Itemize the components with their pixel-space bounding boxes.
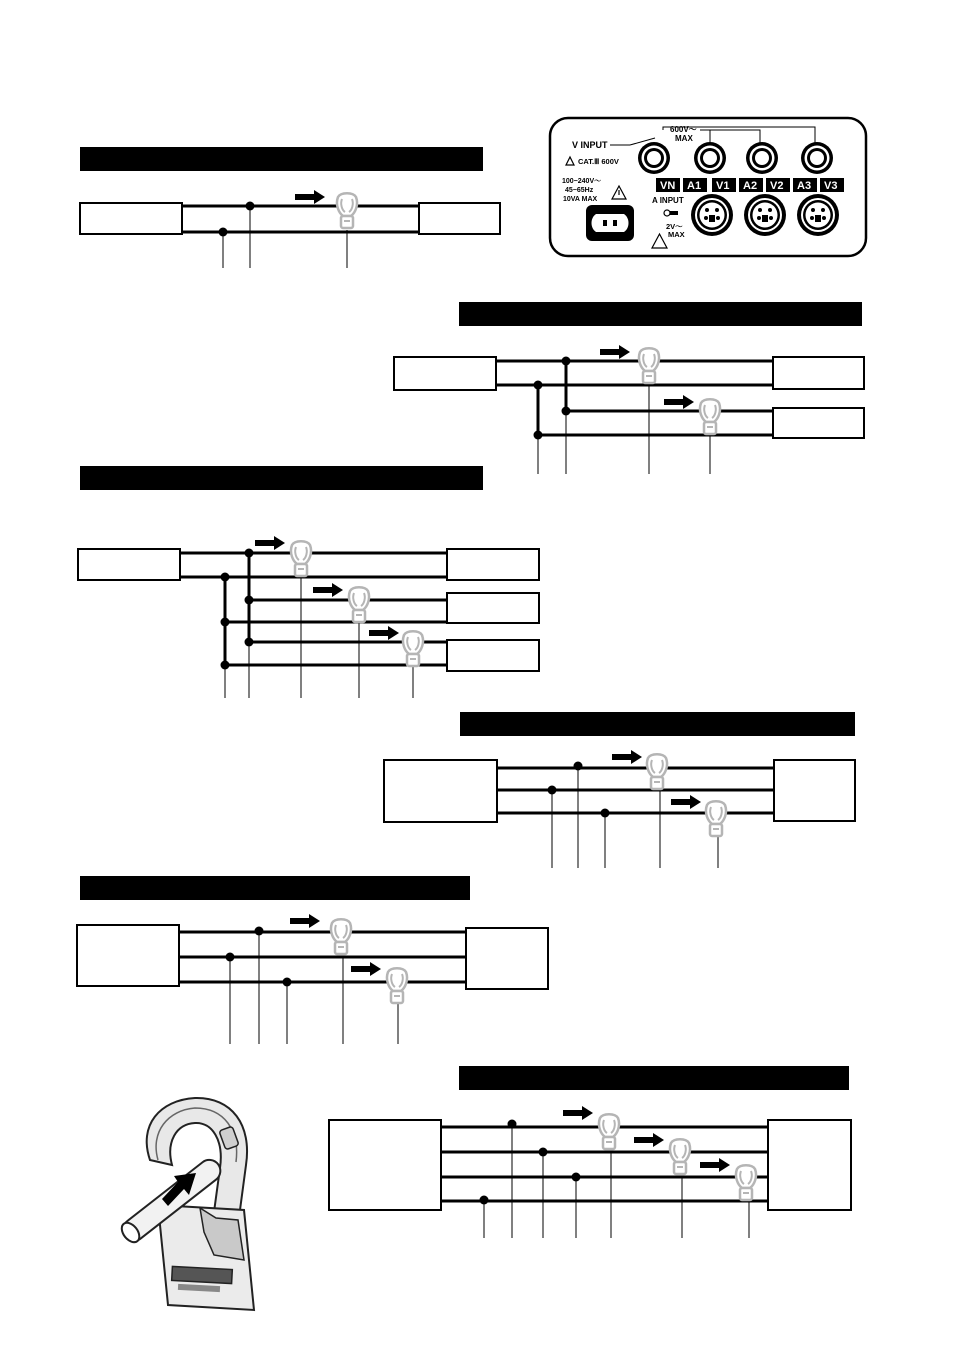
direction-arrow-icon bbox=[295, 190, 325, 204]
jack-label-vn: VN bbox=[660, 180, 676, 192]
wiring-diagram-4 bbox=[384, 712, 855, 868]
source-box bbox=[80, 203, 182, 234]
source-box bbox=[329, 1120, 441, 1210]
direction-arrow-icon bbox=[351, 962, 381, 976]
source-box bbox=[384, 760, 497, 822]
jack-label-v2: V2 bbox=[770, 180, 784, 192]
direction-arrow-icon bbox=[369, 626, 399, 640]
load-box bbox=[466, 928, 548, 989]
load-box bbox=[773, 408, 864, 438]
current-max-line1: 2V～ bbox=[666, 222, 683, 231]
clamp-sensor-icon bbox=[700, 399, 720, 434]
clamp-sensor-icon bbox=[599, 1114, 619, 1149]
direction-arrow-icon bbox=[700, 1158, 730, 1172]
clamp-sensor-icon bbox=[403, 631, 423, 666]
power-line3: 10VA MAX bbox=[563, 196, 598, 203]
clamp-sensor-illustration bbox=[118, 1098, 254, 1310]
load-box bbox=[447, 640, 539, 671]
jack-label-a3: A3 bbox=[797, 180, 812, 192]
jack-v2[interactable] bbox=[746, 142, 778, 174]
clamp-sensor-icon bbox=[706, 801, 726, 836]
direction-arrow-icon bbox=[664, 395, 694, 409]
load-box bbox=[447, 549, 539, 580]
clamp-sensor-icon bbox=[670, 1139, 690, 1174]
clamp-sensor-icon bbox=[331, 919, 351, 954]
power-line2: 45−65Hz bbox=[565, 187, 594, 194]
source-box bbox=[77, 925, 179, 986]
direction-arrow-icon bbox=[600, 345, 630, 359]
source-box bbox=[394, 357, 496, 390]
jack-vn[interactable] bbox=[638, 142, 670, 174]
section-header-bar bbox=[460, 712, 855, 736]
voltage-max-line2: MAX bbox=[675, 134, 693, 143]
source-box bbox=[78, 549, 180, 580]
wiring-diagram-6 bbox=[329, 1066, 851, 1238]
jack-label-a1: A1 bbox=[687, 180, 702, 192]
wiring-diagram-2 bbox=[394, 302, 864, 474]
current-input-a1[interactable] bbox=[691, 194, 733, 236]
jack-v3[interactable] bbox=[801, 142, 833, 174]
current-max-line2: MAX bbox=[668, 230, 685, 239]
wiring-diagram-3 bbox=[78, 466, 539, 698]
clamp-sensor-icon bbox=[387, 968, 407, 1003]
direction-arrow-icon bbox=[290, 914, 320, 928]
clamp-sensor-icon bbox=[291, 541, 311, 576]
v-input-label: V INPUT bbox=[572, 140, 608, 150]
power-inlet-icon bbox=[586, 205, 634, 241]
current-input-a2[interactable] bbox=[744, 194, 786, 236]
direction-arrow-icon bbox=[634, 1133, 664, 1147]
instrument-input-panel bbox=[550, 118, 866, 256]
jack-label-v3: V3 bbox=[824, 180, 838, 192]
jack-v1[interactable] bbox=[694, 142, 726, 174]
jack-label-v1: V1 bbox=[716, 180, 730, 192]
wiring-diagram-5 bbox=[77, 876, 548, 1044]
power-line1: 100−240V～ bbox=[562, 178, 602, 185]
direction-arrow-icon bbox=[671, 795, 701, 809]
category-label: CAT.Ⅲ 600V bbox=[578, 157, 619, 166]
section-header-bar bbox=[80, 147, 483, 171]
voltage-max-line1: 600V～ bbox=[670, 125, 697, 134]
section-header-bar bbox=[459, 1066, 849, 1090]
jack-label-a2: A2 bbox=[743, 180, 758, 192]
clamp-sensor-icon bbox=[736, 1165, 756, 1200]
current-input-a3[interactable] bbox=[797, 194, 839, 236]
direction-arrow-icon bbox=[612, 750, 642, 764]
direction-arrow-icon bbox=[563, 1106, 593, 1120]
load-box bbox=[774, 760, 855, 821]
section-header-bar bbox=[80, 466, 483, 490]
load-box bbox=[419, 203, 500, 234]
direction-arrow-icon bbox=[313, 583, 343, 597]
direction-arrow-icon bbox=[255, 536, 285, 550]
clamp-sensor-icon bbox=[349, 587, 369, 622]
a-input-label: A INPUT bbox=[652, 196, 684, 205]
wiring-diagram-1 bbox=[80, 147, 500, 268]
clamp-sensor-icon bbox=[639, 348, 659, 383]
load-box bbox=[773, 357, 864, 389]
clamp-sensor-icon bbox=[647, 754, 667, 789]
clamp-sensor-icon bbox=[337, 193, 357, 228]
section-header-bar bbox=[80, 876, 470, 900]
load-box bbox=[768, 1120, 851, 1210]
load-box bbox=[447, 593, 539, 623]
section-header-bar bbox=[459, 302, 862, 326]
